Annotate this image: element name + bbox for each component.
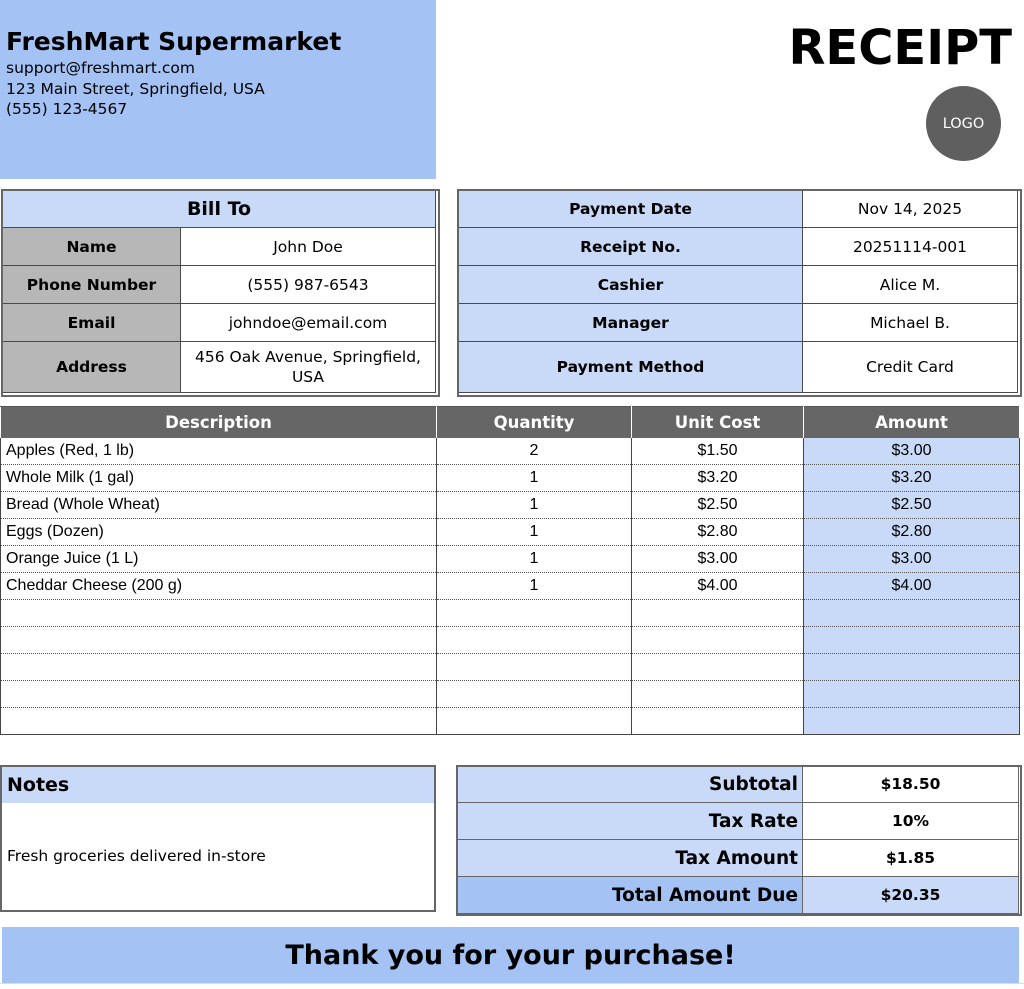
thank-you-banner: Thank you for your purchase! [2, 927, 1019, 983]
payment-row [459, 266, 1018, 304]
table-row [1, 600, 1020, 627]
table-row [1, 654, 1020, 681]
bill-to-label: Address [3, 342, 181, 393]
column-header-unit-cost: Unit Cost [632, 407, 804, 439]
item-unit-cost [632, 654, 804, 681]
bill-to-label: Name [3, 228, 181, 266]
item-quantity [437, 654, 632, 681]
logo-placeholder: LOGO [926, 86, 1001, 161]
item-description: Whole Milk (1 gal) [1, 465, 437, 492]
payment-label: Manager [459, 304, 803, 342]
bill-to-row [3, 342, 436, 393]
item-unit-cost: $2.80 [632, 519, 804, 546]
totals-row [457, 803, 1019, 840]
company-name: FreshMart Supermarket [6, 27, 342, 56]
item-description: Apples (Red, 1 lb) [1, 438, 437, 465]
column-header-quantity: Quantity [437, 407, 632, 439]
bill-to-label: Email [3, 304, 181, 342]
items-table [0, 406, 1020, 735]
item-quantity: 1 [437, 519, 632, 546]
table-row [1, 546, 1020, 573]
tax-rate-label: Tax Rate [457, 803, 803, 840]
bill-to-row [3, 228, 436, 266]
total-due-label: Total Amount Due [457, 877, 803, 914]
item-description [1, 654, 437, 681]
table-row [1, 492, 1020, 519]
table-row [1, 708, 1020, 735]
bill-to-label: Phone Number [3, 266, 181, 304]
table-row [1, 519, 1020, 546]
table-row [1, 627, 1020, 654]
item-description [1, 600, 437, 627]
item-amount: $2.80 [804, 519, 1020, 546]
notes-text: Fresh groceries delivered in-store [7, 847, 266, 865]
payment-row [459, 228, 1018, 266]
bill-to-value: (555) 987-6543 [181, 266, 436, 304]
totals-table [456, 765, 1019, 914]
item-amount: $4.00 [804, 573, 1020, 600]
payment-label: Receipt No. [459, 228, 803, 266]
item-quantity: 1 [437, 573, 632, 600]
table-row [1, 465, 1020, 492]
payment-row [459, 191, 1018, 228]
bill-to-row [3, 266, 436, 304]
item-description: Orange Juice (1 L) [1, 546, 437, 573]
item-unit-cost: $4.00 [632, 573, 804, 600]
item-amount [804, 600, 1020, 627]
bill-to-row [3, 304, 436, 342]
item-amount: $3.00 [804, 438, 1020, 465]
item-unit-cost: $2.50 [632, 492, 804, 519]
item-description: Eggs (Dozen) [1, 519, 437, 546]
item-amount: $3.00 [804, 546, 1020, 573]
item-description [1, 627, 437, 654]
item-unit-cost [632, 600, 804, 627]
payment-value: Credit Card [803, 342, 1018, 393]
item-quantity: 1 [437, 465, 632, 492]
item-quantity [437, 708, 632, 735]
payment-label: Payment Method [459, 342, 803, 393]
bill-to-heading: Bill To [3, 191, 436, 228]
item-quantity [437, 681, 632, 708]
tax-rate-value: 10% [803, 803, 1019, 840]
bottom-divider [0, 983, 1024, 989]
company-address: 123 Main Street, Springfield, USA [6, 79, 265, 98]
tax-amount-label: Tax Amount [457, 840, 803, 877]
bill-to-value: John Doe [181, 228, 436, 266]
table-row [1, 438, 1020, 465]
item-quantity: 2 [437, 438, 632, 465]
tax-amount-value: $1.85 [803, 840, 1019, 877]
payment-value: 20251114-001 [803, 228, 1018, 266]
item-unit-cost [632, 708, 804, 735]
item-unit-cost [632, 627, 804, 654]
subtotal-label: Subtotal [457, 766, 803, 803]
item-amount [804, 708, 1020, 735]
totals-row [457, 766, 1019, 803]
item-unit-cost: $3.20 [632, 465, 804, 492]
item-unit-cost: $1.50 [632, 438, 804, 465]
item-description [1, 681, 437, 708]
item-unit-cost: $3.00 [632, 546, 804, 573]
table-row [1, 681, 1020, 708]
company-email: support@freshmart.com [6, 59, 196, 77]
item-amount [804, 627, 1020, 654]
totals-row [457, 877, 1019, 914]
bill-to-value: 456 Oak Avenue, Springfield, USA [181, 342, 436, 393]
item-unit-cost [632, 681, 804, 708]
column-header-description: Description [1, 407, 437, 439]
item-description [1, 708, 437, 735]
item-quantity [437, 600, 632, 627]
item-description: Bread (Whole Wheat) [1, 492, 437, 519]
notes-section [0, 765, 436, 912]
item-description: Cheddar Cheese (200 g) [1, 573, 437, 600]
payment-value: Michael B. [803, 304, 1018, 342]
payment-row [459, 304, 1018, 342]
total-due-value: $20.35 [803, 877, 1019, 914]
subtotal-value: $18.50 [803, 766, 1019, 803]
item-quantity: 1 [437, 492, 632, 519]
bill-to-table [2, 190, 436, 393]
item-quantity [437, 627, 632, 654]
payment-info-table [458, 190, 1018, 393]
payment-row [459, 342, 1018, 393]
notes-heading: Notes [2, 767, 434, 803]
item-amount [804, 654, 1020, 681]
payment-value: Nov 14, 2025 [803, 191, 1018, 228]
payment-value: Alice M. [803, 266, 1018, 304]
item-amount: $2.50 [804, 492, 1020, 519]
column-header-amount: Amount [804, 407, 1020, 439]
table-row [1, 573, 1020, 600]
item-amount [804, 681, 1020, 708]
payment-label: Cashier [459, 266, 803, 304]
receipt-title: RECEIPT [788, 20, 1012, 76]
item-quantity: 1 [437, 546, 632, 573]
company-header [0, 0, 436, 179]
item-amount: $3.20 [804, 465, 1020, 492]
company-phone: (555) 123-4567 [6, 100, 128, 118]
totals-row [457, 840, 1019, 877]
payment-label: Payment Date [459, 191, 803, 228]
bill-to-value: johndoe@email.com [181, 304, 436, 342]
